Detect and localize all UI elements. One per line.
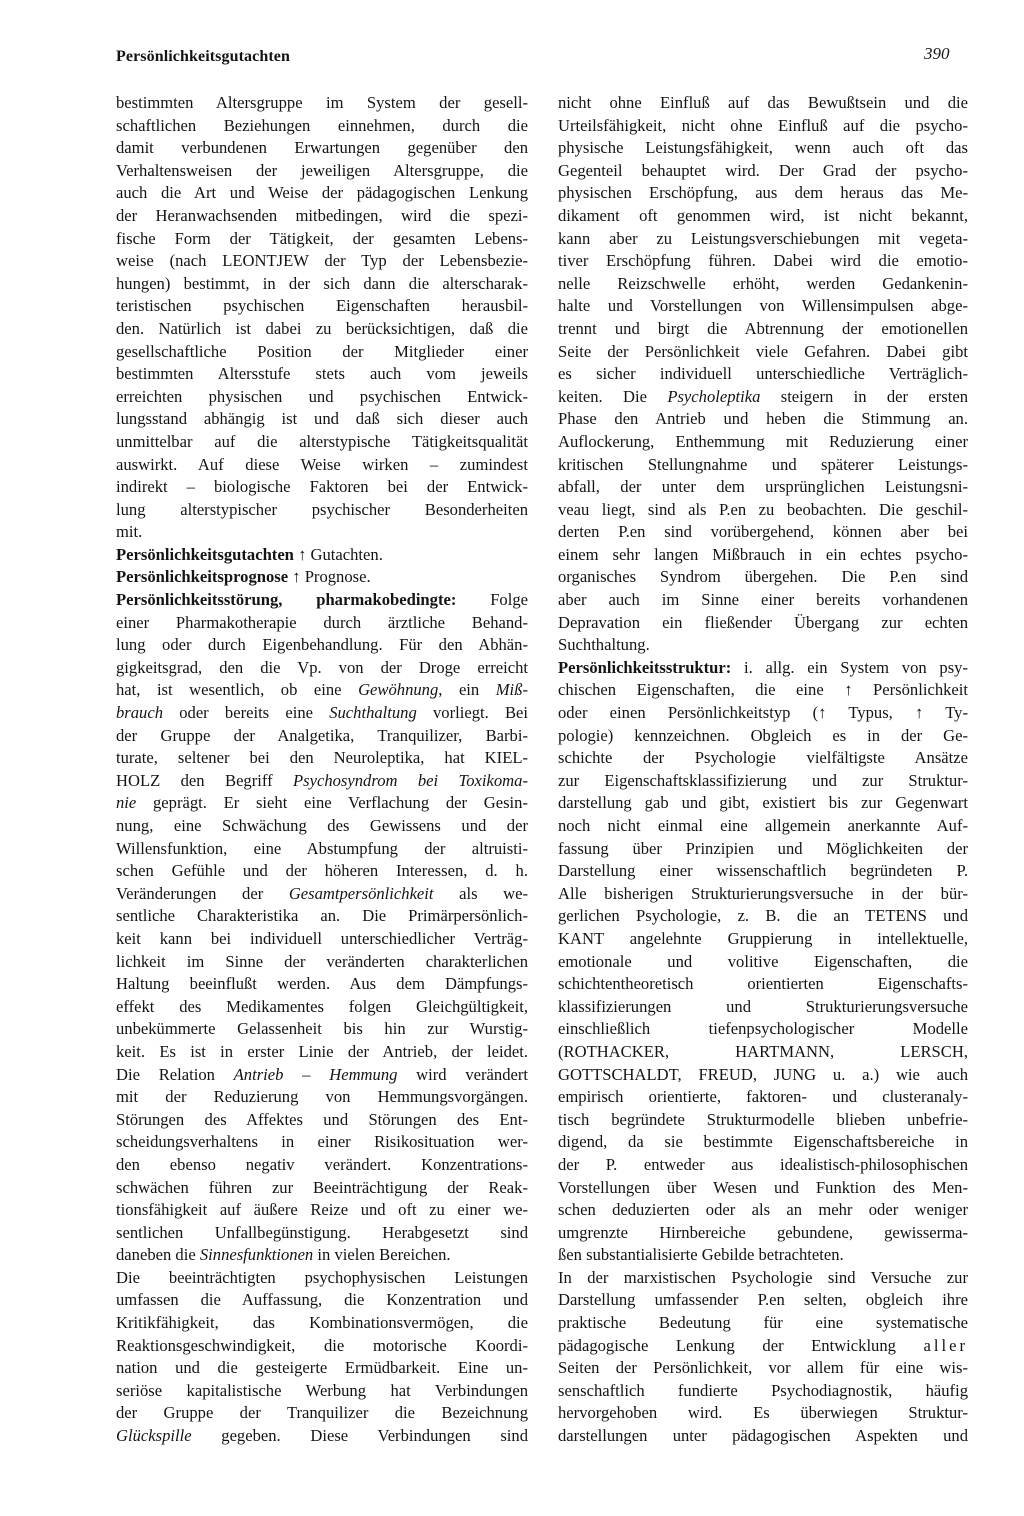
text-run: der P. entweder aus idealistisch-philosophischen (558, 1154, 968, 1174)
text-run: einer Pharmakotherapie durch ärztliche Behand- (116, 612, 528, 632)
text-line (116, 1335, 528, 1358)
text-run: hat, ist wesentlich, ob eine (116, 680, 359, 700)
text-line (558, 408, 968, 431)
text-line (558, 1177, 968, 1200)
text-line (116, 386, 528, 409)
text-line (558, 115, 968, 138)
text-run: indirekt – biologische Faktoren bei der Entwick- (116, 477, 528, 497)
text-run: keiten. Die (558, 386, 668, 406)
text-run: fische Form der Tätigkeit, der gesamten Lebens- (116, 228, 528, 248)
text-line (558, 205, 968, 228)
text-run: Phase den Antrieb und heben die Stimmung an. (558, 409, 968, 429)
text-line (116, 1222, 528, 1245)
text-run: den ebenso negativ verändert. Konzentrations- (116, 1154, 528, 1174)
text-line (558, 1222, 968, 1245)
text-run: Kritikfähigkeit, das Kombinationsvermögen, die (116, 1313, 528, 1333)
text-run: pädagogische Lenkung der Entwicklung (558, 1335, 924, 1355)
text-line (558, 431, 968, 454)
text-line (116, 725, 528, 748)
entry-headword: Persönlichkeitsstruktur: (558, 657, 732, 677)
text-run: daneben die (116, 1245, 200, 1265)
italic-term: Psychosyndrom bei Toxikoma- (293, 770, 528, 790)
text-run: KANT angelehnte Gruppierung in intellektuelle, (558, 928, 968, 948)
text-line (116, 1154, 528, 1177)
text-run: bestimmten Altersgruppe im System der gesell- (116, 93, 528, 112)
text-line (116, 838, 528, 861)
text-line (558, 544, 968, 567)
text-line (558, 566, 968, 589)
text-line (558, 137, 968, 160)
text-run: lungsstand abhängig ist und daß sich dieser auch (116, 409, 528, 429)
text-run: effekt des Medikamentes folgen Gleichgültigkeit, (116, 996, 528, 1016)
text-line (116, 341, 528, 364)
text-run: veau liegt, sind als P.en zu beobachten. Die geschil- (558, 499, 968, 519)
text-run: Darstellung umfassender P.en selten, obgleich ihre (558, 1290, 968, 1310)
text-line (558, 182, 968, 205)
text-run: schichte der Psychologie vielfältigste Ansätze (558, 748, 968, 768)
text-line (116, 1312, 528, 1335)
text-run: wird verändert (397, 1064, 528, 1084)
text-run: schwächen führen zur Beeinträchtigung der Reak- (116, 1177, 528, 1197)
text-line (116, 363, 528, 386)
text-run: klassifizierungen und Strukturierungsversuche (558, 996, 968, 1016)
italic-term: Miß- (495, 680, 528, 700)
text-run: empirisch orientierte, faktoren- und clusteranaly- (558, 1087, 968, 1107)
text-run: senschaftlich fundierte Psychodiagnostik, häufig (558, 1380, 968, 1400)
text-line (558, 1064, 968, 1087)
text-line (116, 228, 528, 251)
text-line (116, 702, 528, 725)
text-line (116, 1402, 528, 1425)
text-line (558, 1244, 968, 1267)
text-line (558, 770, 968, 793)
right-text-column (558, 92, 968, 1448)
text-line (116, 1131, 528, 1154)
text-run: unmittelbar auf die alterstypische Tätigkeitsqualität (116, 431, 528, 451)
text-line (116, 295, 528, 318)
text-run: lung oder durch Eigenbehandlung. Für den Abhän- (116, 635, 528, 655)
text-line (558, 589, 968, 612)
text-run: sentliche Charakteristika an. Die Primärpersönlich- (116, 906, 528, 926)
text-run: gerlichen Psychologie, z. B. die an TETENS und (558, 906, 968, 926)
text-run: chischen Eigenschaften, die eine ↑ Persönlichkeit (558, 680, 968, 700)
text-line (116, 566, 528, 589)
text-run: gegeben. Diese Verbindungen sind (191, 1426, 528, 1446)
text-run: zur Eigenschaftsklassifizierung und zur Struktur- (558, 770, 968, 790)
text-line (558, 1086, 968, 1109)
text-run: Seiten der Persönlichkeit, vor allem für eine wis- (558, 1358, 968, 1378)
text-line (558, 657, 968, 680)
text-run: der Gruppe der Tranquilizer die Bezeichnung (116, 1403, 528, 1423)
text-run: scheidungsverhaltens in einer Risikosituation wer- (116, 1132, 528, 1152)
text-run: noch nicht einmal eine allgemein anerkannte Auf- (558, 816, 968, 835)
text-line (116, 928, 528, 951)
text-run: kann aber zu Leistungsverschiebungen mit vegeta- (558, 228, 968, 248)
text-run: organisches Syndrom übergehen. Die P.en sind (558, 567, 968, 587)
text-line (116, 476, 528, 499)
text-line (558, 273, 968, 296)
italic-term: Antrieb – Hemmung (233, 1064, 398, 1084)
text-line (558, 1402, 968, 1425)
text-line (116, 115, 528, 138)
text-line (116, 1380, 528, 1403)
text-line (116, 1041, 528, 1064)
text-line (116, 1177, 528, 1200)
text-line (558, 1335, 968, 1358)
text-line (558, 318, 968, 341)
text-line (558, 679, 968, 702)
text-line (116, 951, 528, 974)
text-run: dikament oft genommen wird, ist nicht bekannt, (558, 205, 968, 225)
text-run: sentlichen Unfallbegünstigung. Herabgesetzt sind (116, 1222, 528, 1242)
text-run: fassung über Prinzipien und Möglichkeiten der (558, 838, 968, 858)
italic-term: Gesamtpersönlichkeit (288, 883, 434, 903)
text-line (116, 1018, 528, 1041)
italic-term: Gewöhnung (358, 680, 439, 700)
text-line (558, 228, 968, 251)
text-run: praktische Bedeutung für eine systematische (558, 1313, 968, 1333)
text-run: vorliegt. Bei (416, 703, 528, 723)
text-run: physische Leistungsfähigkeit, wenn auch oft das (558, 138, 968, 158)
text-line (558, 1041, 968, 1064)
text-run: erreichten physischen und psychischen Entwick- (116, 386, 528, 406)
text-line (558, 1199, 968, 1222)
text-run: gesellschaftliche Position der Mitglieder einer (116, 341, 528, 361)
text-run: als we- (433, 883, 528, 903)
text-run: ↑ Prognose. (288, 567, 371, 587)
text-run: der Gruppe der Analgetika, Tranquilizer, Barbi- (116, 725, 528, 745)
text-line (558, 1357, 968, 1380)
text-run: einem sehr langen Mißbrauch in ein echtes psycho- (558, 544, 968, 564)
text-run: seriöse kapitalistische Werbung hat Verbindungen (116, 1380, 528, 1400)
text-run: steigern in der ersten (760, 386, 968, 406)
running-head: Persönlichkeitsgutachten (116, 48, 290, 65)
text-line (116, 679, 528, 702)
text-run: (ROTHACKER, HARTMANN, LERSCH, (558, 1041, 968, 1061)
text-run: , ein (438, 680, 496, 700)
text-line (116, 612, 528, 635)
text-run: Gegenteil behauptet wird. Der Grad der psycho- (558, 160, 968, 180)
text-line (558, 250, 968, 273)
text-run: tiver Erschöpfung führen. Dabei wird die emotio- (558, 251, 968, 271)
text-line (558, 725, 968, 748)
italic-term: Suchthaltung (329, 703, 417, 723)
text-line (558, 1154, 968, 1177)
text-line (116, 860, 528, 883)
text-line (116, 1086, 528, 1109)
text-run: Haltung beeinflußt werden. Aus dem Dämpfungs- (116, 974, 528, 994)
text-run: Auflockerung, Enthemmung mit Reduzierung einer (558, 431, 968, 451)
text-run: der Heranwachsenden mitbedingen, wird die spezi- (116, 205, 528, 225)
text-line (116, 747, 528, 770)
text-line (558, 815, 968, 838)
text-run: HOLZ den Begriff (116, 770, 294, 790)
spaced-emphasis: aller (923, 1335, 968, 1355)
italic-term: Glückspille (116, 1426, 192, 1446)
text-run: umgrenzte Hirnbereiche gebundene, gewisserma- (558, 1222, 968, 1242)
text-run: pologie) kennzeichnen. Obgleich es in der Ge- (558, 725, 968, 745)
left-text-column (116, 92, 528, 1448)
text-line (116, 544, 528, 567)
text-run: nung, eine Schwächung des Gewissens und der (116, 816, 528, 835)
text-line (116, 815, 528, 838)
page-number: 390 (924, 44, 950, 63)
italic-term: brauch (116, 703, 164, 723)
text-run: mit der Reduzierung von Hemmungsvorgängen. (116, 1087, 528, 1107)
text-run: keit kann bei individuell unterschiedlicher Verträg- (116, 928, 528, 948)
text-run: Veränderungen der (116, 883, 289, 903)
text-run: GOTTSCHALDT, FREUD, JUNG u. a.) wie auch (558, 1064, 968, 1084)
text-run: Darstellung einer wissenschaftlich begründeten P. (558, 861, 968, 881)
text-run: schaftlichen Beziehungen einnehmen, durch die (116, 115, 528, 135)
entry-headword: Persönlichkeitsprognose (116, 567, 289, 587)
text-line (116, 1109, 528, 1132)
text-run: Reaktionsgeschwindigkeit, die motorische Koordi- (116, 1335, 528, 1355)
text-line (558, 612, 968, 635)
text-line (558, 476, 968, 499)
text-line (116, 431, 528, 454)
text-line (116, 454, 528, 477)
text-line (558, 521, 968, 544)
text-line (558, 838, 968, 861)
entry-headword: Persönlichkeitsstörung, pharmakobedingte: (116, 590, 457, 610)
text-line (116, 634, 528, 657)
text-line (558, 386, 968, 409)
text-line (116, 250, 528, 273)
text-line (116, 657, 528, 680)
text-line (116, 1357, 528, 1380)
text-run: tionsfähigkeit auf äußere Reize und oft zu einer we- (116, 1200, 528, 1220)
text-run: turate, seltener bei den Neuroleptika, hat KIEL- (116, 748, 528, 768)
text-run: Die Relation (116, 1064, 234, 1084)
text-line (558, 1131, 968, 1154)
text-line (116, 1064, 528, 1087)
text-run: den. Natürlich ist dabei zu berücksichtigen, daß die (116, 318, 528, 338)
text-line (116, 792, 528, 815)
text-run: physischen Erschöpfung, aus dem heraus das Me- (558, 183, 968, 203)
text-run: Suchthaltung. (558, 635, 650, 655)
text-run: schen deduzierten oder als an mehr oder weniger (558, 1200, 968, 1220)
text-run: halte und Vorstellungen von Willensimpulsen abge- (558, 296, 968, 316)
text-run: kritischen Stellungnahme und späterer Leistungs- (558, 454, 968, 474)
text-line (116, 1244, 528, 1267)
text-line (116, 905, 528, 928)
text-line (558, 996, 968, 1019)
text-run: lung alterstypischer psychischer Besonderheiten (116, 499, 528, 519)
text-run: Willensfunktion, eine Abstumpfung der altruisti- (116, 838, 528, 858)
text-run: geprägt. Er sieht eine Verflachung der Gesin- (136, 793, 528, 813)
text-line (116, 205, 528, 228)
text-line (558, 363, 968, 386)
text-run: i. allg. ein System von psy- (731, 657, 968, 677)
text-run: bestimmten Altersstufe stets auch vom jeweils (116, 364, 528, 384)
text-line (558, 1018, 968, 1041)
text-run: einschließlich tiefenpsychologischer Modelle (558, 1019, 968, 1039)
text-line (558, 1380, 968, 1403)
text-run: Die beeinträchtigten psychophysischen Leistungen (116, 1267, 528, 1287)
entry-headword: Persönlichkeitsgutachten (116, 544, 294, 564)
text-line (558, 1109, 968, 1132)
text-run: auswirkt. Auf diese Weise wirken – zumindest (116, 454, 528, 474)
text-run: Seite der Persönlichkeit viele Gefahren. Dabei gibt (558, 341, 968, 361)
text-line (558, 499, 968, 522)
text-line (558, 973, 968, 996)
text-run: gigkeitsgrad, den die Vp. von der Droge erreicht (116, 657, 528, 677)
text-run: in vielen Bereichen. (313, 1245, 451, 1265)
text-run: schichtentheoretisch orientierten Eigenschafts- (558, 974, 968, 994)
text-line (116, 318, 528, 341)
text-run: Alle bisherigen Strukturierungsversuche in der bür- (558, 883, 968, 903)
text-line (558, 1267, 968, 1290)
text-run: Folge (456, 590, 528, 610)
text-line (558, 1425, 968, 1448)
text-line (116, 770, 528, 793)
text-run: oder bereits eine (163, 703, 330, 723)
text-line (116, 408, 528, 431)
text-line (116, 1267, 528, 1290)
text-run: trennt und birgt die Abtrennung der emotionellen (558, 318, 968, 338)
text-line (558, 454, 968, 477)
text-run: tisch begründete Strukturmodelle blieben unbefrie- (558, 1109, 968, 1129)
text-run: darstellungen unter pädagogischen Aspekten und (558, 1426, 968, 1446)
text-run: Verhaltensweisen der jeweiligen Altersgruppe, die (116, 160, 528, 180)
text-line (558, 341, 968, 364)
text-run: emotionale und volitive Eigenschaften, die (558, 951, 968, 971)
text-run: lichkeit im Sinne der veränderten charakterlichen (116, 951, 528, 971)
text-line (558, 883, 968, 906)
text-line (116, 182, 528, 205)
italic-term: Psycholeptika (667, 386, 761, 406)
text-run: nicht ohne Einfluß auf das Bewußtsein und die (558, 93, 968, 112)
text-line (558, 860, 968, 883)
text-run: keit. Es ist in erster Linie der Antrieb, der leidet. (116, 1041, 528, 1061)
text-line (558, 702, 968, 725)
text-line (558, 792, 968, 815)
text-line (116, 273, 528, 296)
text-run: mit. (116, 522, 143, 542)
text-run: auch die Art und Weise der pädagogischen Lenkung (116, 183, 528, 203)
text-line (116, 1425, 528, 1448)
text-line (116, 92, 528, 115)
text-run: hungen) bestimmt, in der sich dann die alterscharak- (116, 273, 528, 293)
text-run: derten P.en sind vorübergehend, können aber bei (558, 522, 968, 542)
text-run: es sicher individuell unterschiedliche Verträglich- (558, 364, 968, 384)
text-line (558, 1312, 968, 1335)
text-line (116, 521, 528, 544)
text-run: ßen substantialisierte Gebilde betrachteten. (558, 1245, 844, 1265)
text-line (116, 499, 528, 522)
text-line (116, 589, 528, 612)
text-run: ↑ Gutachten. (293, 544, 383, 564)
text-line (116, 883, 528, 906)
text-run: aber auch im Sinne einer bereits vorhandenen (558, 590, 968, 610)
text-run: Störungen des Affektes und Störungen des Ent- (116, 1109, 528, 1129)
text-run: nation und die gesteigerte Ermüdbarkeit. Eine un- (116, 1358, 528, 1378)
text-run: nelle Reizschwelle erhöht, werden Gedankenin- (558, 273, 968, 293)
text-run: In der marxistischen Psychologie sind Versuche zur (558, 1267, 968, 1287)
text-line (558, 160, 968, 183)
text-line (558, 928, 968, 951)
text-line (558, 634, 968, 657)
text-run: weise (nach LEONTJEW der Typ der Lebensbezie- (116, 251, 528, 271)
text-run: Depravation ein fließender Übergang zur echten (558, 612, 968, 632)
text-run: teristischen psychischen Eigenschaften herausbil- (116, 296, 528, 316)
text-run: unbekümmerte Gelassenheit bis hin zur Wurstig- (116, 1019, 528, 1039)
text-run: oder einen Persönlichkeitstyp (↑ Typus, ↑ Ty- (558, 703, 968, 723)
text-run: hervorgehoben wird. Es überwiegen Struktur- (558, 1403, 968, 1423)
text-line (558, 951, 968, 974)
text-line (116, 1289, 528, 1312)
text-run: darstellung gab und gibt, existiert bis zur Gegenwart (558, 793, 968, 813)
text-run: abfall, der unter dem ursprünglichen Leistungsni- (558, 477, 968, 497)
text-line (558, 905, 968, 928)
text-run: Urteilsfähigkeit, nicht ohne Einfluß auf die psycho- (558, 115, 968, 135)
text-line (116, 973, 528, 996)
italic-term: Sinnesfunktionen (199, 1245, 314, 1265)
italic-term: nie (116, 793, 137, 813)
text-line (116, 160, 528, 183)
text-line (558, 1289, 968, 1312)
text-line (116, 137, 528, 160)
text-run: damit verbundenen Erwartungen gegenüber den (116, 138, 528, 158)
text-line (116, 1199, 528, 1222)
text-line (116, 996, 528, 1019)
text-line (558, 747, 968, 770)
text-run: Vorstellungen über Wesen und Funktion des Men- (558, 1177, 968, 1197)
text-line (558, 295, 968, 318)
text-run: digend, da sie bestimmte Eigenschaftsbereiche in (558, 1132, 968, 1152)
text-run: schen Gefühle und der höheren Interessen, d. h. (116, 861, 528, 881)
text-line (558, 92, 968, 115)
text-run: umfassen die Auffassung, die Konzentration und (116, 1290, 528, 1310)
